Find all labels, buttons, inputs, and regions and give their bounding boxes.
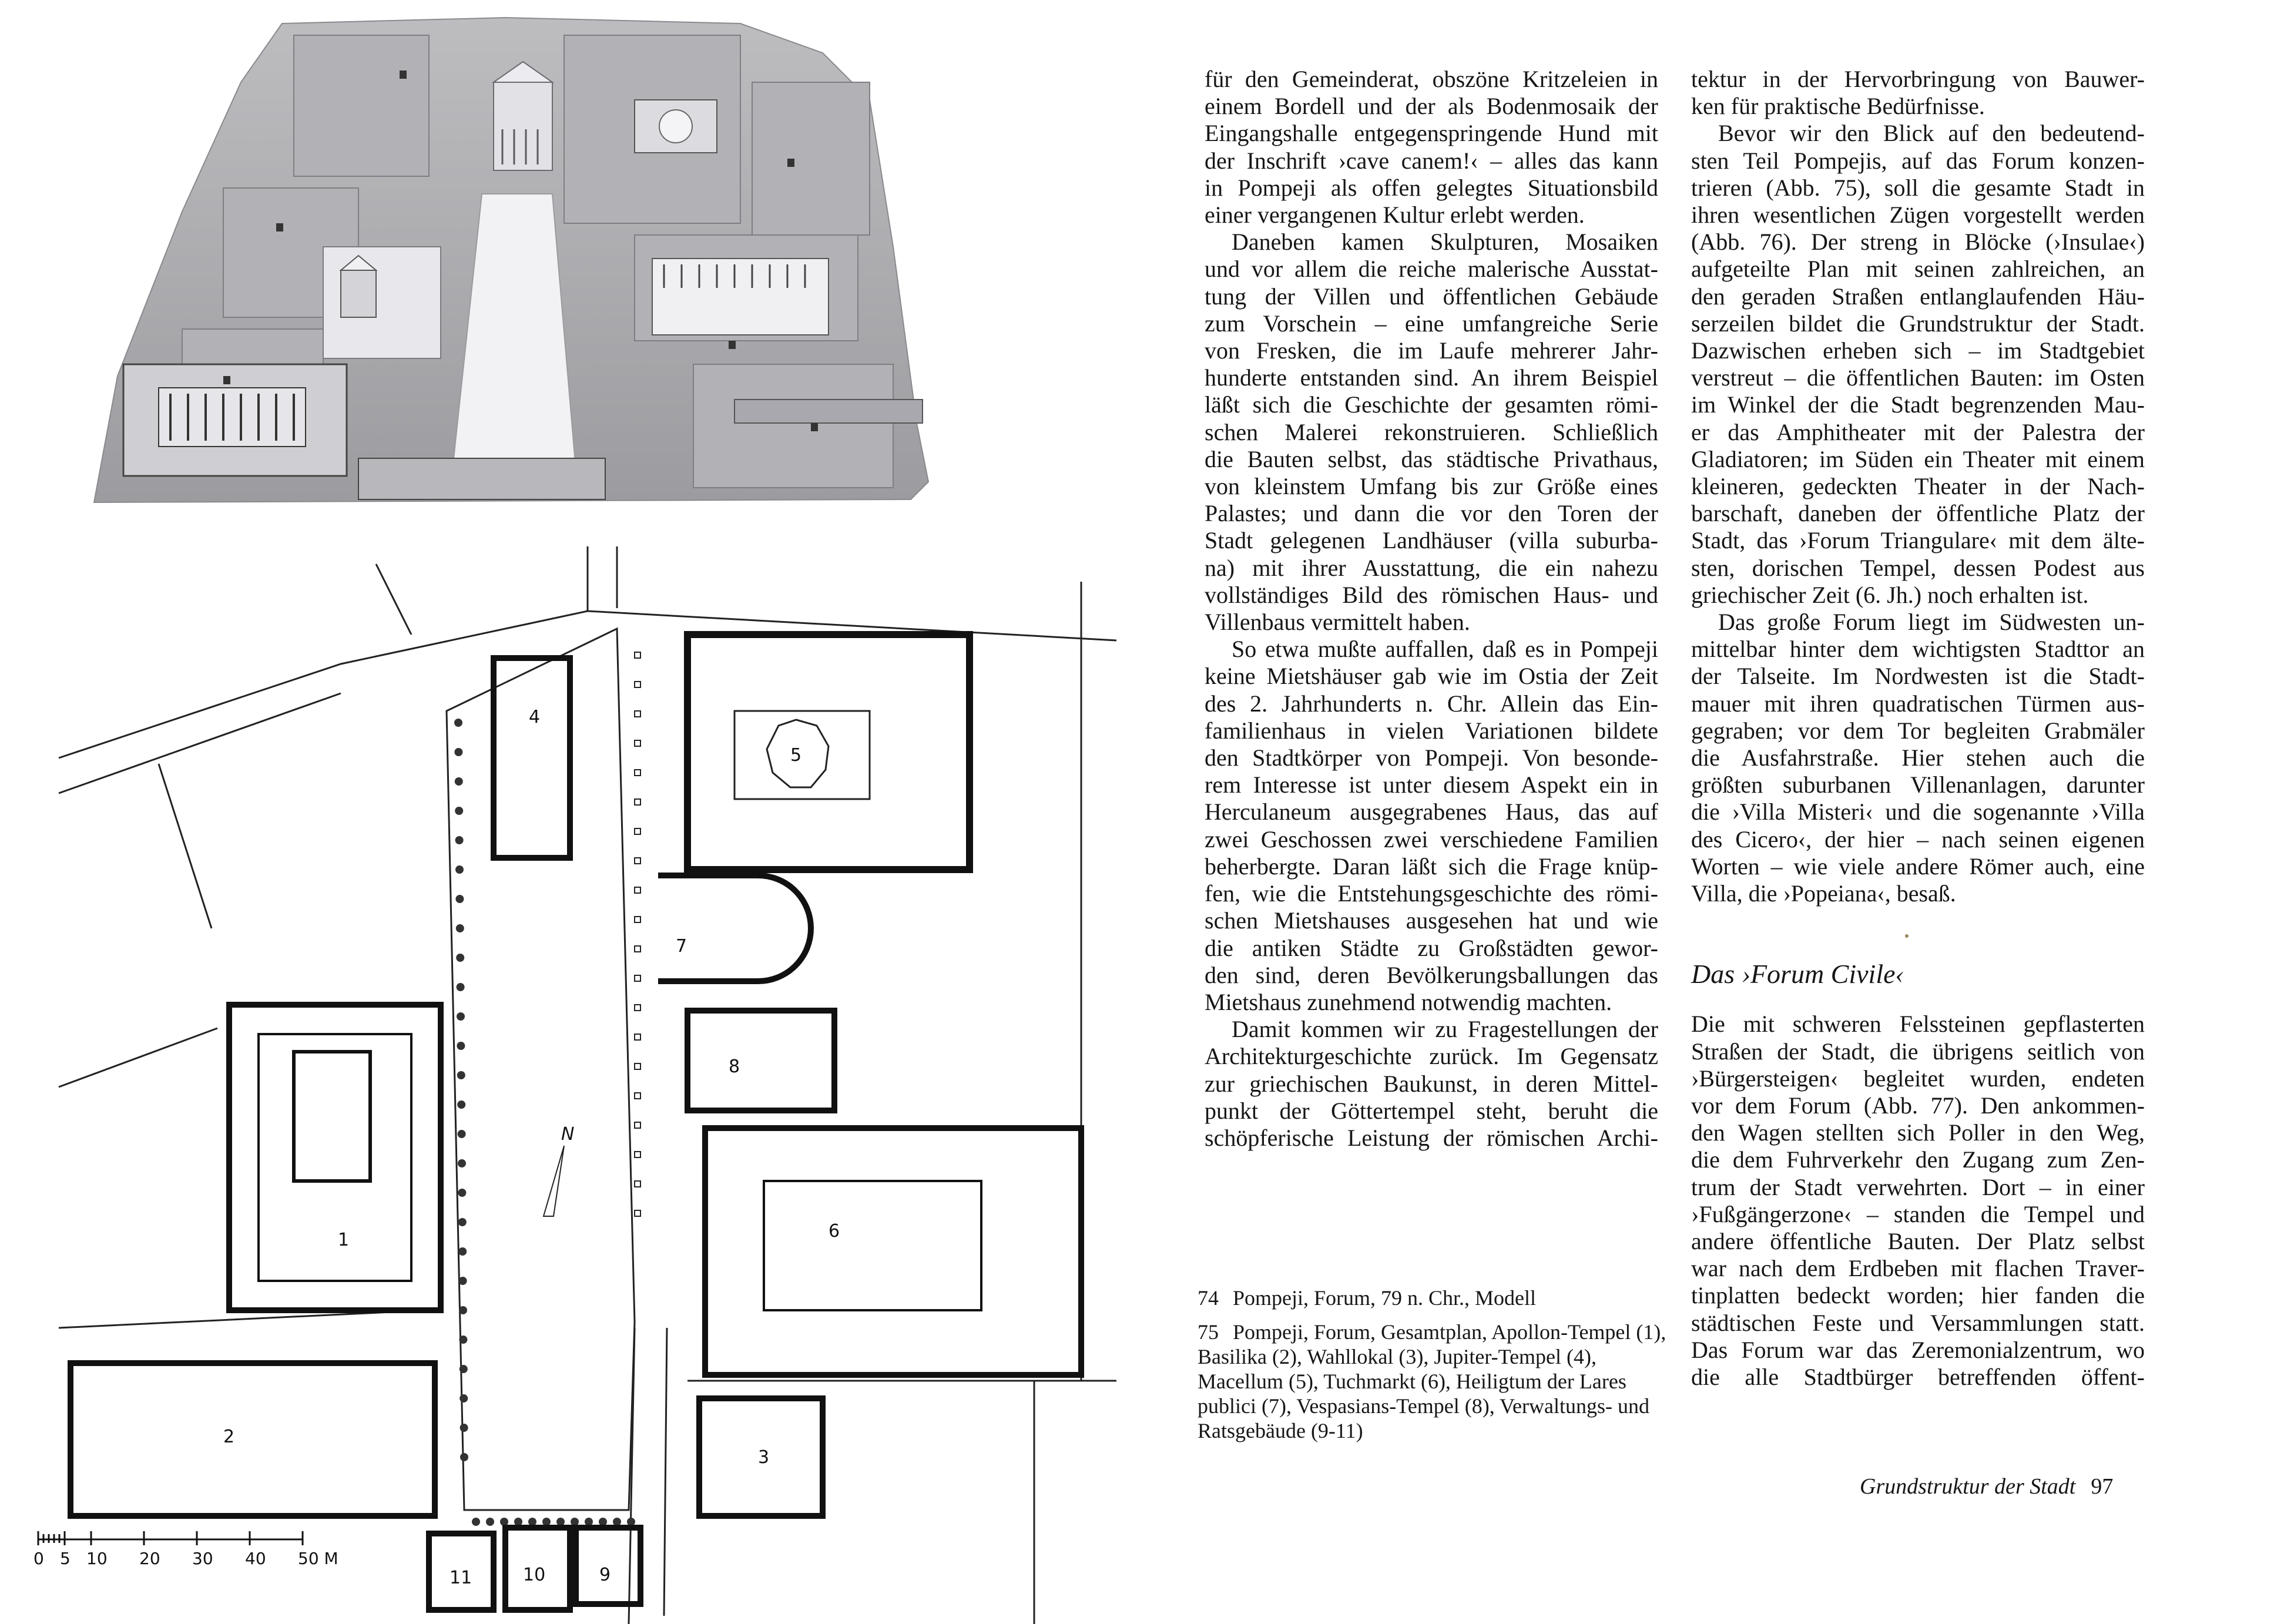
text-line: die Bauten selbst, das städtische Privathaus, bbox=[1205, 445, 1658, 472]
text-line: andere öffentliche Bauten. Der Platz selbst bbox=[1691, 1227, 2145, 1254]
plan-label-2: 2 bbox=[223, 1427, 235, 1447]
text-line: sten Teil Pompejis, auf das Forum konzen- bbox=[1691, 147, 2145, 174]
column-dot bbox=[456, 954, 464, 962]
column-dot bbox=[585, 1518, 593, 1526]
text-line: Damit kommen wir zu Fragestellungen der bbox=[1232, 1016, 1658, 1043]
text-line: ihren wesentlichen Zügen vorgestellt werden bbox=[1691, 202, 2145, 229]
text-line: mauer mit ihren quadratischen Türmen aus- bbox=[1691, 690, 2145, 717]
building-2-basilica bbox=[71, 1363, 435, 1516]
text-column-left bbox=[1205, 66, 1658, 1152]
caption-74 bbox=[1198, 1286, 1668, 1310]
figure-captions bbox=[1198, 1286, 1668, 1452]
pillar-marker bbox=[635, 1063, 640, 1069]
text-line: den Stadtkörper von Pompeji. Von besonde- bbox=[1205, 744, 1658, 771]
plan-label-9: 9 bbox=[599, 1565, 611, 1585]
street-lines bbox=[59, 546, 1116, 1624]
column-dot bbox=[457, 1042, 465, 1050]
text-line: von Fresken, die im Laufe mehrerer Jahr- bbox=[1205, 337, 1658, 364]
plan-label-1: 1 bbox=[338, 1230, 350, 1250]
caption-text: Pompeji, Forum, Gesamtplan, Apollon-Tempel (1), Basilika (2), Wahllokal (3), Jupiter-Tempel (4), Macellum (5), Tuchmarkt (6), Heiligtum der Lares publici (7), Vespasians-Tempel (8), Verwaltungs- und Ratsgebäude (9-11) bbox=[1198, 1320, 1666, 1442]
text-line: die alle Stadtbürger betreffenden öffent- bbox=[1691, 1363, 2145, 1390]
column-dot bbox=[458, 1159, 466, 1167]
building-7-lares-sanctuary bbox=[658, 875, 811, 981]
text-line: aufgeteilte Plan mit seinen zahlreichen, an bbox=[1691, 256, 2145, 283]
column-dot bbox=[457, 1071, 465, 1079]
pillar-marker bbox=[635, 799, 640, 805]
text-line: schen Mietshauses ausgesehen hat und wie bbox=[1205, 907, 1658, 934]
text-line: zwei Geschossen zwei verschiedene Familien bbox=[1205, 826, 1658, 853]
text-line: die Ausfahrstraße. Hier stehen auch die bbox=[1691, 744, 2145, 771]
forum-plan bbox=[12, 546, 1140, 1624]
text-line: vollständiges Bild des römischen Haus- und bbox=[1205, 581, 1658, 608]
plan-label-5: 5 bbox=[790, 745, 802, 766]
text-line: Daneben kamen Skulpturen, Mosaiken bbox=[1232, 229, 1658, 256]
text-line: mittelbar hinter dem wichtigsten Stadttor an bbox=[1691, 636, 2145, 663]
column-dot bbox=[457, 983, 465, 991]
text-line: verstreut – die öffentlichen Bauten: im Osten bbox=[1691, 364, 2145, 391]
column-dot bbox=[556, 1518, 565, 1526]
page-number: 97 bbox=[2091, 1474, 2114, 1499]
text-line: zum Vorschein – eine umfangreiche Serie bbox=[1205, 310, 1658, 337]
text-line: gegraben; vor dem Tor begleiten Grabmäler bbox=[1691, 717, 2145, 744]
text-line: schöpferische Leistung der römischen Archi- bbox=[1205, 1124, 1658, 1151]
running-footer bbox=[1860, 1474, 2113, 1499]
column-dot bbox=[542, 1518, 551, 1526]
text-line: griechischer Zeit (6. Jh.) noch erhalten ist. bbox=[1691, 581, 2089, 608]
scale-bar-label: 50 M bbox=[298, 1549, 338, 1568]
pillar-marker bbox=[635, 1210, 640, 1216]
caption-number: 74 bbox=[1198, 1286, 1219, 1310]
pillar-marker bbox=[635, 975, 640, 981]
pillar-marker bbox=[635, 1122, 640, 1128]
scale-bar-label: 0 bbox=[33, 1549, 44, 1568]
plan-label-4: 4 bbox=[529, 707, 541, 727]
column-dot bbox=[459, 1306, 467, 1314]
text-line: die dem Fuhrverkehr den Zugang zum Zen- bbox=[1691, 1146, 2145, 1173]
column-dot bbox=[458, 1130, 466, 1138]
scale-bar bbox=[33, 1531, 338, 1568]
column-dot bbox=[454, 719, 462, 727]
column-dot bbox=[455, 836, 464, 844]
plan-label-3: 3 bbox=[758, 1447, 770, 1468]
north-arrow-label: N bbox=[561, 1124, 575, 1145]
text-line: Das Forum war das Zeremonialzentrum, wo bbox=[1691, 1336, 2145, 1363]
pillar-marker bbox=[635, 652, 640, 658]
text-line: Herculaneum ausgegrabenes Haus, das auf bbox=[1205, 798, 1658, 826]
text-line: rem Interesse ist unter diesem Aspekt ein in bbox=[1205, 771, 1658, 798]
pillar-marker bbox=[635, 682, 640, 687]
running-title: Grundstruktur der Stadt bbox=[1860, 1474, 2076, 1499]
text-line: Stadt gelegenen Landhäuser (villa suburba- bbox=[1205, 527, 1658, 554]
text-line: Villa, die ›Popeiana‹, besaß. bbox=[1691, 880, 1956, 907]
pillar-marker bbox=[635, 711, 640, 717]
text-line: er das Amphitheater mit der Palestra der bbox=[1691, 418, 2145, 445]
text-line: beherbergte. Daran läßt sich die Frage knüp- bbox=[1205, 853, 1658, 880]
plan-label-6: 6 bbox=[829, 1221, 840, 1242]
pillar-marker bbox=[635, 1152, 640, 1157]
building-1-apollo-temple bbox=[229, 1005, 441, 1310]
column-dot bbox=[514, 1518, 522, 1526]
text-line: Das große Forum liegt im Südwesten un- bbox=[1718, 609, 2145, 636]
text-line: den geraden Straßen entlanglaufenden Häu- bbox=[1691, 283, 2145, 310]
text-line: barschaft, daneben der öffentliche Platz der bbox=[1691, 500, 2145, 527]
scale-bar-label: 40 bbox=[245, 1549, 266, 1568]
scale-bar-label: 30 bbox=[192, 1549, 213, 1568]
text-line: die antiken Städte zu Großstädten gewor- bbox=[1205, 934, 1658, 961]
text-line: im Winkel der die Stadt begrenzenden Mau- bbox=[1691, 391, 2145, 418]
column-dot bbox=[457, 1012, 465, 1021]
text-column-right bbox=[1691, 66, 2145, 1391]
column-dot bbox=[455, 807, 463, 815]
text-line: läßt sich die Geschichte der gesamten römi- bbox=[1205, 391, 1658, 418]
caption-number: 75 bbox=[1198, 1320, 1219, 1344]
column-dot bbox=[460, 1394, 468, 1402]
column-dot bbox=[457, 1100, 465, 1109]
text-line: den Wagen stellten sich Poller in den Weg, bbox=[1691, 1119, 2145, 1146]
column-dot bbox=[459, 1336, 467, 1344]
text-line: sten, dorischen Tempel, dessen Podest aus bbox=[1691, 554, 2145, 581]
column-dot bbox=[458, 1189, 466, 1197]
text-line: Straßen der Stadt, die übrigens seitlich von bbox=[1691, 1038, 2145, 1065]
forum-model-photo bbox=[47, 12, 1152, 505]
scan-speck bbox=[1905, 934, 1909, 938]
text-line: Eingangshalle entgegenspringende Hund mit bbox=[1205, 120, 1658, 147]
text-line: tinplatten bedeckt worden; hier fanden die bbox=[1691, 1282, 2145, 1309]
column-dot bbox=[486, 1518, 494, 1526]
text-line: serzeilen bildet die Grundstruktur der Stadt. bbox=[1691, 310, 2145, 337]
text-line: für den Gemeinderat, obszöne Kritzeleien in bbox=[1205, 66, 1658, 92]
column-dot bbox=[454, 748, 462, 756]
text-line: Gladiatoren; im Süden ein Theater mit einem bbox=[1691, 445, 2145, 472]
plan-label-8: 8 bbox=[729, 1056, 740, 1077]
text-line: trum der Stadt verwehrten. Dort – in einer bbox=[1691, 1173, 2145, 1200]
text-line: zur griechischen Baukunst, in deren Mittel- bbox=[1205, 1070, 1658, 1097]
column-dot bbox=[571, 1518, 579, 1526]
column-dot bbox=[472, 1518, 480, 1526]
apollo-temple-model bbox=[323, 247, 441, 358]
text-line: trieren (Abb. 75), soll die gesamte Stadt in bbox=[1691, 174, 2145, 201]
text-line: punkt der Göttertempel steht, beruht die bbox=[1205, 1097, 1658, 1124]
building-4-jupiter-temple bbox=[494, 658, 570, 858]
text-line: ken für praktische Bedürfnisse. bbox=[1691, 93, 1985, 120]
text-line: in Pompeji als offen gelegtes Situationsbild bbox=[1205, 174, 1658, 201]
pillar-marker bbox=[635, 740, 640, 746]
column-dot bbox=[599, 1518, 607, 1526]
section-heading: Das ›Forum Civile‹ bbox=[1691, 959, 1904, 989]
column-dot bbox=[627, 1518, 635, 1526]
column-dot bbox=[528, 1518, 536, 1526]
eumachia-model bbox=[652, 259, 829, 335]
text-line: der Talseite. Im Nordwesten ist die Stadt- bbox=[1691, 663, 2145, 690]
text-line: einem Bordell und der als Bodenmosaik der bbox=[1205, 93, 1658, 120]
pillar-marker bbox=[635, 770, 640, 776]
column-dot bbox=[455, 895, 464, 903]
text-line: tektur in der Hervorbringung von Bauwer- bbox=[1691, 66, 2145, 92]
text-line: ›Bürgersteigen‹ begleitet wurden, endeten bbox=[1691, 1065, 2145, 1092]
text-line: Bevor wir den Blick auf den bedeutend- bbox=[1718, 120, 2145, 147]
colonnade-dots bbox=[454, 652, 640, 1526]
pillar-marker bbox=[635, 1034, 640, 1040]
text-line: Stadt, das ›Forum Triangulare‹ mit dem älte- bbox=[1691, 527, 2145, 554]
column-dot bbox=[500, 1518, 508, 1526]
pillar-marker bbox=[635, 828, 640, 834]
pillar-marker bbox=[635, 858, 640, 864]
pillar-marker bbox=[635, 1093, 640, 1099]
jupiter-temple-model bbox=[494, 62, 552, 170]
text-line: des Cicero‹, der hier – nach seinen eigenen bbox=[1691, 826, 2145, 853]
pillar-marker bbox=[635, 887, 640, 893]
text-line: größten suburbanen Villenanlagen, darunter bbox=[1691, 771, 2145, 798]
pillar-marker bbox=[635, 1181, 640, 1187]
pillar-marker bbox=[635, 946, 640, 952]
scale-bar-label: 5 bbox=[60, 1549, 71, 1568]
text-line: schen Malerei rekonstruieren. Schließlich bbox=[1205, 418, 1658, 445]
text-line: der Inschrift ›cave canem!‹ – alles das kann bbox=[1205, 147, 1658, 174]
column-dot bbox=[460, 1453, 468, 1461]
text-line: Architekturgeschichte zurück. Im Gegensatz bbox=[1205, 1043, 1658, 1070]
text-line: und vor allem die reiche malerische Ausstat- bbox=[1205, 256, 1658, 283]
text-line: Die mit schweren Felssteinen gepflasterten bbox=[1691, 1011, 2145, 1038]
building-6-tuchmarkt bbox=[705, 1128, 1081, 1375]
text-line: keine Mietshäuser gab wie im Ostia der Zeit bbox=[1205, 663, 1658, 690]
text-line: war nach dem Erdbeben mit flachen Traver- bbox=[1691, 1255, 2145, 1282]
column-dot bbox=[460, 1365, 468, 1373]
caption-text: Pompeji, Forum, 79 n. Chr., Modell bbox=[1233, 1286, 1537, 1310]
text-line: kleineren, gedeckten Theater in der Nach- bbox=[1691, 473, 2145, 500]
column-dot bbox=[456, 924, 464, 932]
text-line: Dazwischen erheben sich – im Stadtgebiet bbox=[1691, 337, 2145, 364]
column-dot bbox=[455, 777, 463, 786]
text-line: Worten – wie viele andere Römer auch, eine bbox=[1691, 853, 2145, 880]
text-line: städtischen Feste und Versammlungen statt. bbox=[1691, 1309, 2145, 1336]
scale-bar-label: 20 bbox=[139, 1549, 160, 1568]
building-8-vespasian-temple bbox=[687, 1011, 834, 1110]
column-dot bbox=[458, 1218, 467, 1226]
text-line: des 2. Jahrhunderts n. Chr. Allein das Ein- bbox=[1205, 690, 1658, 717]
text-line: So etwa mußte auffallen, daß es in Pompeji bbox=[1232, 636, 1658, 663]
south-portico-model bbox=[358, 458, 605, 499]
caption-75 bbox=[1198, 1320, 1668, 1443]
text-line: vor dem Forum (Abb. 77). Den ankommen- bbox=[1691, 1092, 2145, 1119]
pillar-marker bbox=[635, 917, 640, 922]
text-line: Villenbaus vermittelt haben. bbox=[1205, 609, 1470, 636]
text-line: fen, wie die Entstehungsgeschichte des römi- bbox=[1205, 880, 1658, 907]
text-line: hunderte entstanden sind. An ihrem Beispiel bbox=[1205, 364, 1658, 391]
building-5-macellum bbox=[687, 635, 970, 870]
column-dot bbox=[458, 1247, 467, 1256]
text-line: na) mit ihrer Ausstattung, die ein nahezu bbox=[1205, 554, 1658, 581]
forum-square-outline bbox=[447, 629, 635, 1510]
text-line: (Abb. 76). Der streng in Blöcke (›Insulae‹) bbox=[1691, 229, 2145, 256]
column-dot bbox=[459, 1277, 467, 1285]
column-dot bbox=[613, 1518, 621, 1526]
column-dot bbox=[455, 865, 464, 874]
text-line: den sind, deren Bevölkerungsballungen das bbox=[1205, 961, 1658, 988]
text-line: Mietshaus zunehmend notwendig machten. bbox=[1205, 988, 1612, 1015]
basilica-model bbox=[123, 364, 347, 476]
text-line: von kleinstem Umfang bis zur Größe eines bbox=[1205, 473, 1658, 500]
text-line: familienhaus in vielen Variationen bildete bbox=[1205, 717, 1658, 744]
pillar-marker bbox=[635, 1005, 640, 1011]
plan-label-7: 7 bbox=[676, 936, 687, 957]
scale-bar-label: 10 bbox=[86, 1549, 108, 1568]
text-line: Palastes; und dann die vor den Toren der bbox=[1205, 500, 1658, 527]
text-line: einer vergangenen Kultur erlebt werden. bbox=[1205, 202, 1585, 229]
plan-label-11: 11 bbox=[450, 1568, 472, 1588]
text-line: ›Fußgängerzone‹ – standen die Tempel und bbox=[1691, 1200, 2145, 1227]
column-dot bbox=[460, 1424, 468, 1432]
text-line: tung der Villen und öffentlichen Gebäude bbox=[1205, 283, 1658, 310]
text-line: die ›Villa Misteri‹ und die sogenannte ›Villa bbox=[1691, 798, 2145, 826]
north-arrow-icon bbox=[544, 1146, 564, 1216]
plan-label-10: 10 bbox=[523, 1565, 546, 1585]
